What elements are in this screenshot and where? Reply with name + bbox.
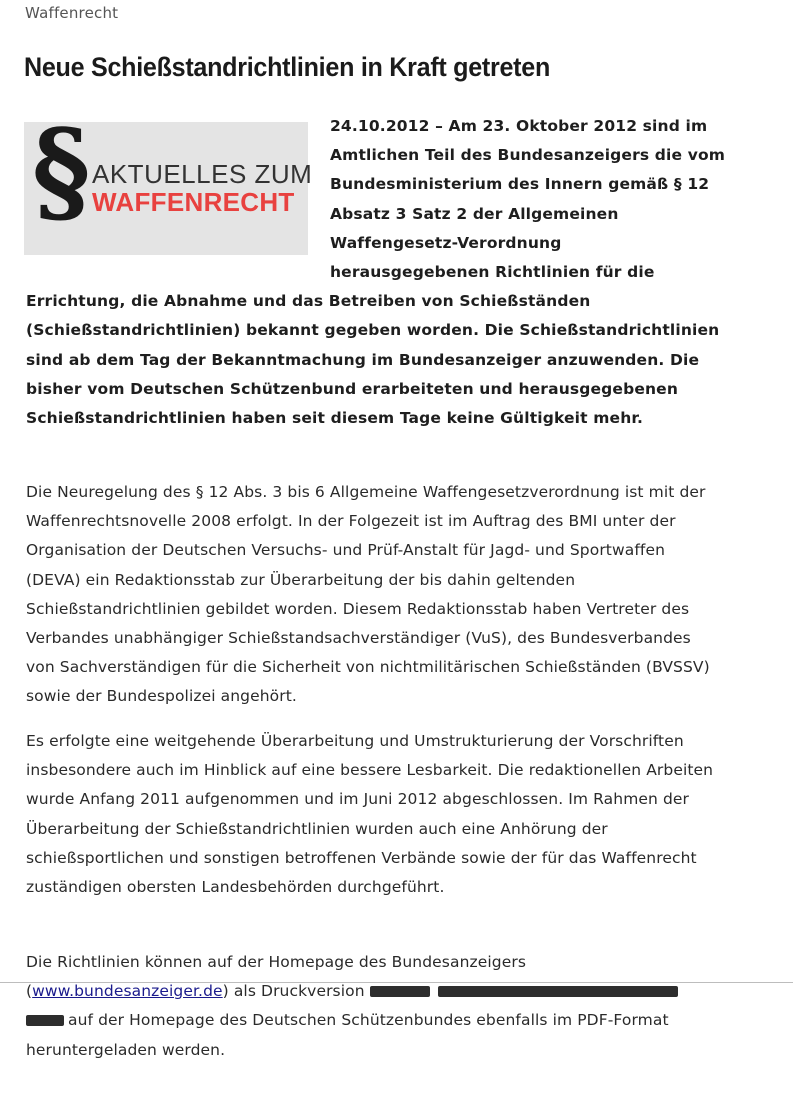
badge-line-1: AKTUELLES ZUM <box>92 159 313 189</box>
article-headline: Neue Schießstandrichtlinien in Kraft getreten <box>24 52 551 82</box>
bundesanzeiger-link[interactable]: www.bundesanzeiger.de <box>32 982 223 1001</box>
paragraph-symbol-icon: § <box>32 106 91 237</box>
lead-text: 24.10.2012 – Am 23. Oktober 2012 sind im Amtlichen Teil des Bundesanzeigers die vom Bundesministerium des Innern gemäß § 12 Absatz 3 Satz 2 der Allgemeinen Waffengesetz-Verordnung herausgegebenen Richtlinien für die Errichtung, die Abnahme und das Betreiben von Schießständen (Schießstandrichtlinien) bekannt gegeben worden. Die Schießstandrichtlinien sind ab dem Tag der Bekanntmachung im Bundesanzeiger anzuwenden. Die bisher vom Deutschen Schützenbund erarbeiteten und herausgegebenen Schießstandrichtlinien haben seit diesem Tage keine Gültigkeit mehr. <box>26 117 726 428</box>
image-float-spacer <box>26 106 330 282</box>
body-paragraph-1: Die Neuregelung des § 12 Abs. 3 bis 6 Allgemeine Waffengesetzverordnung ist mit der Waffenrechtsnovelle 2008 erfolgt. In der Folgezeit ist im Auftrag des BMI unter der Organisation der Deutschen Versuchs- und Prüf-Anstalt für Jagd- und Sportwaffen (DEVA) ein Redaktionsstab zur Überarbeitung der bis dahin geltenden Schießstandrichtlinien gebildet worden. Diesem Redaktionsstab haben Vertreter des Verbandes unabhängiger Schießstandsachverständiger (VuS), des Bundesverbandes von Sachverständigen für die Sicherheit von nichtmilitärischen Schießständen (BVSSV) sowie der Bundespolizei angehört. <box>26 483 710 706</box>
download-text-part-1: Die Richtlinien können auf der Homepage des Bundesanzeigers ( <box>26 953 526 1001</box>
redaction-scribble <box>26 1015 64 1026</box>
download-text-part-2: ) als Druckversion <box>222 982 365 1001</box>
lead-paragraph <box>26 106 726 433</box>
category-label: Waffenrecht <box>25 4 119 22</box>
redaction-scribble <box>438 986 678 997</box>
body-paragraph-2: Es erfolgte eine weitgehende Überarbeitung und Umstrukturierung der Vorschriften insbesondere auch im Hinblick auf eine bessere Lesbarkeit. Die redaktionellen Arbeiten wurde Anfang 2011 aufgenommen und im Juni 2012 abgeschlossen. Im Rahmen der Überarbeitung der Schießstandrichtlinien wurden auch eine Anhörung der schießsportlichen und sonstigen betroffenen Verbände sowie der für das Waffenrecht zuständigen obersten Landesbehörden durchgeführt. <box>26 732 714 897</box>
badge-line-2: WAFFENRECHT <box>92 187 295 217</box>
body-paragraph-3 <box>26 948 716 1065</box>
download-text-part-3: auf der Homepage des Deutschen Schützenbundes ebenfalls im PDF-Format heruntergeladen werden. <box>26 1011 669 1059</box>
redaction-scribble <box>370 986 430 997</box>
